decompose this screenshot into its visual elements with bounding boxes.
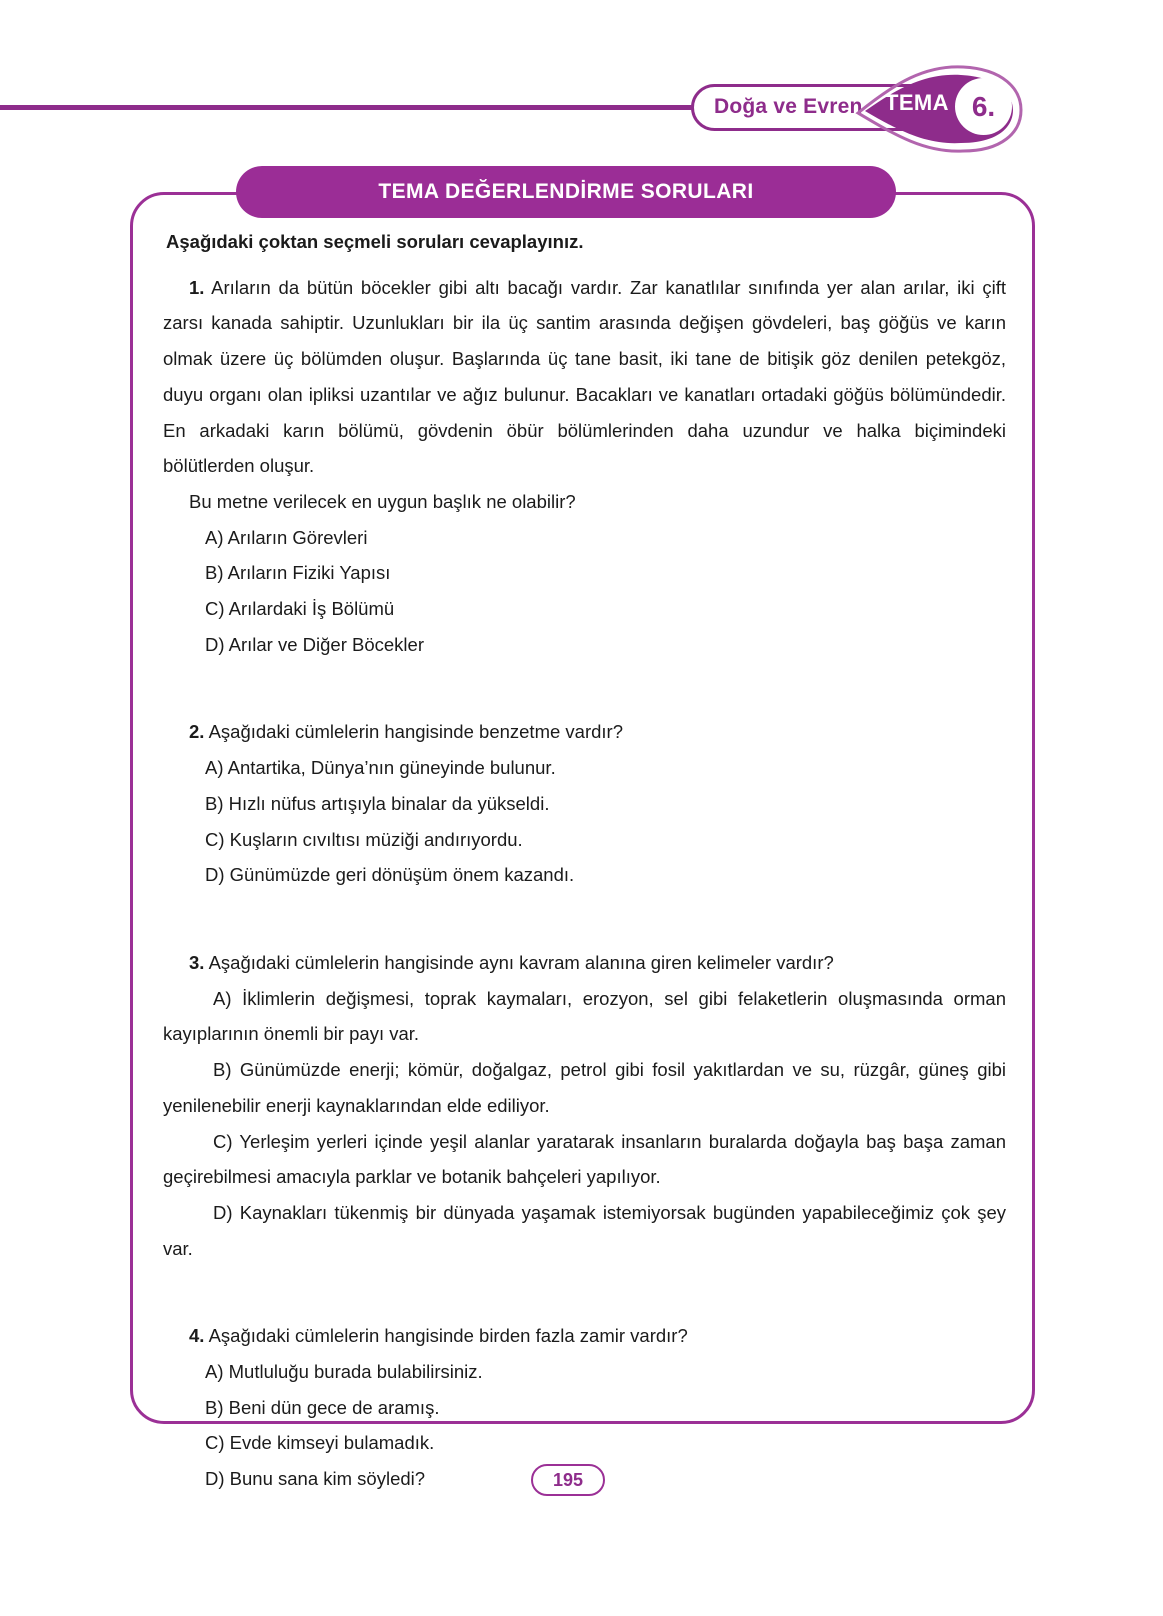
question-4-option-c[interactable]: C) Evde kimseyi bulamadık.	[205, 1432, 435, 1454]
question-2-option-b[interactable]: B) Hızlı nüfus artışıyla binalar da yükseldi.	[205, 792, 550, 814]
question-1-option-c[interactable]: C) Arılardaki İş Bölümü	[205, 598, 395, 620]
question-4-stem	[163, 1318, 1006, 1354]
page-number: 195	[531, 1464, 605, 1496]
header-rule	[0, 105, 760, 110]
question-1-subprompt: Bu metne verilecek en uygun başlık ne olabilir?	[189, 490, 576, 512]
question-2-stem	[163, 714, 1006, 750]
spacer	[163, 1266, 1006, 1318]
question-4-option-b[interactable]: B) Beni dün gece de aramış.	[205, 1396, 440, 1418]
question-1-option-b[interactable]: B) Arıların Fiziki Yapısı	[205, 562, 391, 584]
spacer	[163, 893, 1006, 945]
question-3-option-d[interactable]: D) Kaynakları tükenmiş bir dünyada yaşamak istemiyorsak bugünden yapabileceğimiz çok şey var.	[163, 1201, 1006, 1259]
question-4-number: 4.	[189, 1325, 205, 1347]
question-1	[163, 270, 1006, 663]
page-header	[0, 0, 1163, 150]
question-1-option-d[interactable]: D) Arılar ve Diğer Böcekler	[205, 633, 424, 655]
tema-number-label: 6.	[971, 91, 996, 122]
tema-word-label: TEMA	[885, 90, 949, 115]
card-body	[163, 228, 1006, 1497]
instruction-line: Aşağıdaki çoktan seçmeli soruları cevaplayınız.	[166, 231, 584, 252]
question-3-option-b[interactable]: B) Günümüzde enerji; kömür, doğalgaz, petrol gibi fosil yakıtlardan ve su, rüzgâr, güneş gibi yenilenebilir enerji kaynaklarından elde ediliyor.	[163, 1059, 1006, 1116]
question-3-option-c[interactable]: C) Yerleşim yerleri içinde yeşil alanlar yaratarak insanların buralarda doğayla baş başa zaman geçirebilmesi amacıyla parklar ve botanik bahçeleri yapılıyor.	[163, 1130, 1006, 1188]
unit-title-label: Doğa ve Evren	[714, 95, 863, 118]
question-3	[163, 945, 1006, 1266]
question-1-text: Arıların da bütün böcekler gibi altı bacağı vardır. Zar kanatlılar sınıfında yer alan arılar, iki çift zarsı kanada sahiptir. Uzunlukları bir ila üç santim arasında değişen gövdeleri, baş göğüs ve karın olmak üzere üç bölümden oluşur. Başlarında üç tane basit, iki tane de bitişik göz denilen petekgöz, duyu organı olan ipliksi uzantılar ve ağız bulunur. Bacakları ve kanatları ortadaki göğüs bölümündedir. En arkadaki karın bölümü, gövdenin öbür bölümlerinden daha uzundur ve halka biçimindeki bölütlerden oluşur.	[163, 276, 1006, 477]
question-2-option-a[interactable]: A) Antartika, Dünya’nın güneyinde bulunur.	[205, 757, 556, 779]
card-title-banner	[236, 166, 896, 218]
question-3-number: 3.	[189, 952, 205, 973]
question-1-number: 1.	[189, 276, 205, 298]
question-4-option-d[interactable]: D) Bunu sana kim söyledi?	[205, 1468, 426, 1490]
question-3-option-a[interactable]: A) İklimlerin değişmesi, toprak kaymaları, erozyon, sel gibi felaketlerin oluşmasında orman kayıplarının önemli bir payı var.	[163, 987, 1006, 1045]
question-2-option-d[interactable]: D) Günümüzde geri dönüşüm önem kazandı.	[205, 864, 575, 886]
question-3-stem	[163, 945, 1006, 981]
question-2	[163, 714, 1006, 893]
question-4-text: Aşağıdaki cümlelerin hangisinde birden fazla zamir vardır?	[208, 1325, 688, 1347]
question-4-option-a[interactable]: A) Mutluluğu burada bulabilirsiniz.	[205, 1361, 483, 1383]
spacer	[163, 662, 1006, 714]
question-2-option-c[interactable]: C) Kuşların cıvıltısı müziği andırıyordu.	[205, 828, 523, 850]
card-title-text: TEMA DEĞERLENDİRME SORULARI	[378, 180, 754, 203]
question-1-option-a[interactable]: A) Arıların Görevleri	[205, 526, 368, 548]
question-3-text: Aşağıdaki cümlelerin hangisinde aynı kavram alanına giren kelimeler vardır?	[208, 952, 834, 973]
question-2-text: Aşağıdaki cümlelerin hangisinde benzetme vardır?	[208, 721, 623, 743]
question-1-stem	[163, 270, 1006, 484]
question-2-number: 2.	[189, 721, 205, 743]
